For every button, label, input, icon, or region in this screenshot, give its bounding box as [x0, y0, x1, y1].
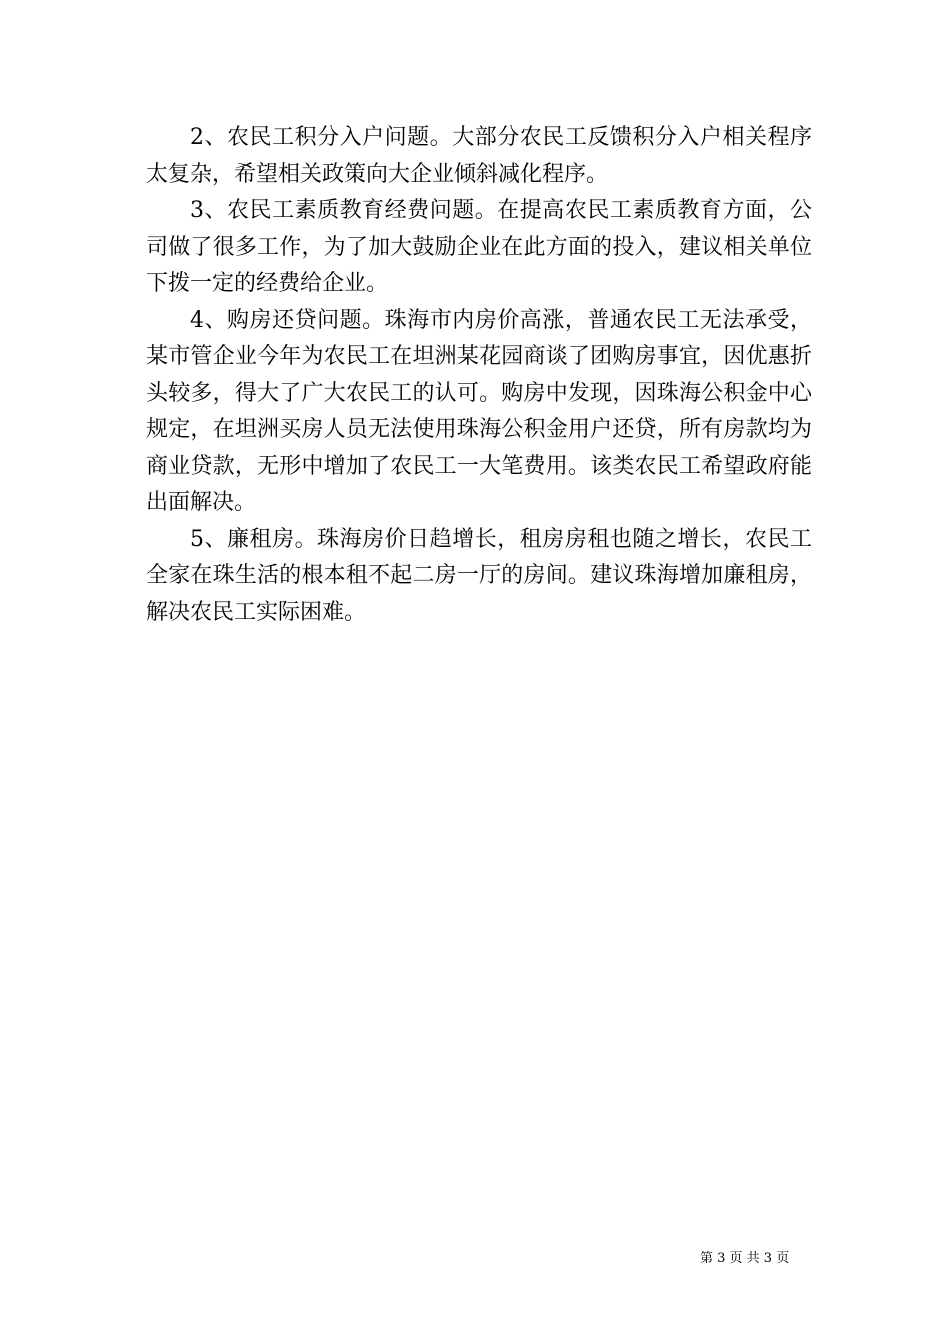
- paragraph-quality-education-funding: 3、农民工素质教育经费问题。在提高农民工素质教育方面，公司做了很多工作，为了加大鼓励企业在此方面的投入，建议相关单位下拨一定的经费给企业。: [146, 198, 812, 296]
- paragraph-low-rent-housing: 5、廉租房。珠海房价日趋增长，租房房租也随之增长，农民工全家在珠生活的根本租不起二房一厅的房间。建议珠海增加廉租房，解决农民工实际困难。: [146, 526, 812, 625]
- document-body: [146, 120, 812, 631]
- paragraph-points-registration: 2、农民工积分入户问题。大部分农民工反馈积分入户相关程序太复杂，希望相关政策向大企业倾斜减化程序。: [146, 125, 812, 187]
- page-number-footer: 第 3 页 共 3 页: [700, 1251, 790, 1266]
- paragraph-housing-loan: 4、购房还贷问题。珠海市内房价高涨，普通农民工无法承受，某市管企业今年为农民工在坦洲某花园商谈了团购房事宜，因优惠折头较多，得大了广大农民工的认可。购房中发现，因珠海公积金中心规定，在坦洲买房人员无法使用珠海公积金用户还贷，所有房款均为商业贷款，无形中增加了农民工一大笔费用。该类农民工希望政府能出面解决。: [146, 307, 812, 515]
